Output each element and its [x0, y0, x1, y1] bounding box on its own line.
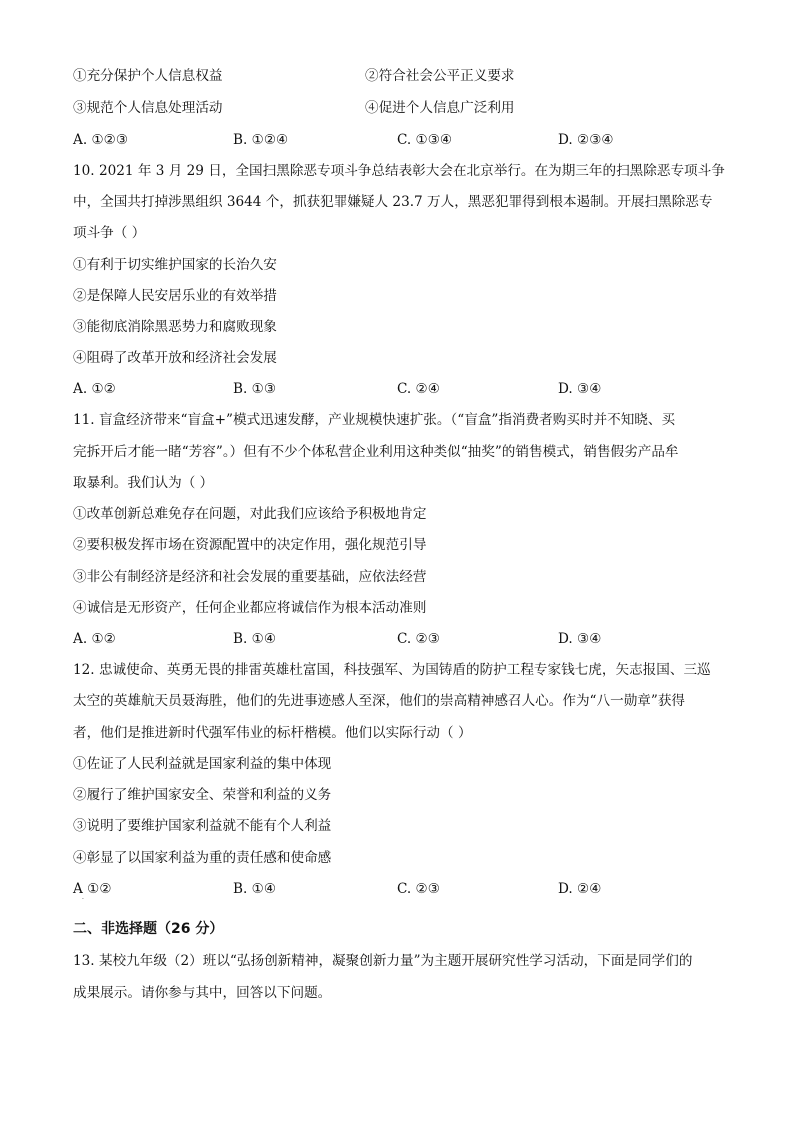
q10-stem-line-2: 中，全国共打掉涉黑组织 3644 个，抓获犯罪嫌疑人 23.7 万人，黑恶犯罪得到根本遏制。开展扫黑除恶专: [73, 194, 713, 210]
q10-item-1: ①有利于切实维护国家的长治久安: [73, 257, 277, 273]
section-heading-non-choice: 二、非选择题（26 分）: [73, 921, 224, 937]
q11-stem-line-2: 完拆开后才能一睹“芳容”。）但有不少个体私营企业利用这种类似“抽奖”的销售模式，销售假劣产品牟: [73, 444, 679, 460]
q12-item-2: ②履行了维护国家安全、荣誉和利益的义务: [73, 787, 332, 803]
q12-option-d: D. ②④: [558, 881, 602, 897]
q11-option-a: A. ①②: [73, 631, 116, 647]
q10-item-4: ④阻碍了改革开放和经济社会发展: [73, 350, 277, 366]
q12-item-3: ③说明了要维护国家利益就不能有个人利益: [73, 818, 332, 834]
q9-option-a: A. ①②③: [73, 132, 129, 148]
q11-item-3: ③非公有制经济是经济和社会发展的重要基础，应依法经营: [73, 569, 427, 585]
q11-stem-line-3: 取暴利。我们认为（ ）: [73, 475, 214, 491]
q9-option-c: C. ①③④: [397, 132, 453, 148]
q11-item-4: ④诚信是无形资产，任何企业都应将诚信作为根本活动准则: [73, 600, 427, 616]
q12-item-1: ①佐证了人民利益就是国家利益的集中体现: [73, 756, 332, 772]
q9-item-2: ②符合社会公平正义要求: [365, 68, 515, 84]
q12-option-a: A ①②: [73, 881, 112, 897]
q10-stem-line-3: 项斗争（ ）: [73, 225, 146, 241]
q10-option-d: D. ③④: [558, 381, 602, 397]
q11-option-d: D. ③④: [558, 631, 602, 647]
q9-option-b: B. ①②④: [233, 132, 289, 148]
q10-stem-line-1: 10. 2021 年 3 月 29 日，全国扫黑除恶专项斗争总结表彰大会在北京举行。在为期三年的扫黑除恶专项斗争: [73, 163, 725, 179]
stray-dot-mark: ·: [82, 896, 84, 903]
q13-stem-line-2: 成果展示。请你参与其中，回答以下问题。: [73, 985, 332, 1001]
q13-stem-line-1: 13. 某校九年级（2）班以“弘扬创新精神，凝聚创新力量”为主题开展研究性学习活动，下面是同学们的: [73, 953, 693, 969]
q9-item-3: ③规范个人信息处理活动: [73, 100, 223, 116]
q9-item-1: ①充分保护个人信息权益: [73, 68, 223, 84]
q11-option-c: C. ②③: [397, 631, 440, 647]
q12-stem-line-1: 12. 忠诚使命、英勇无畏的排雷英雄杜富国，科技强军、为国铸盾的防护工程专家钱七虎，矢志报国、三巡: [73, 662, 711, 678]
q11-option-b: B. ①④: [233, 631, 277, 647]
q11-stem-line-1: 11. 盲盒经济带来“盲盒+”模式迅速发酵，产业规模快速扩张。（“盲盒”指消费者购买时并不知晓、买: [73, 412, 676, 428]
q11-item-2: ②要积极发挥市场在资源配置中的决定作用，强化规范引导: [73, 537, 427, 553]
q10-option-c: C. ②④: [397, 381, 440, 397]
q11-item-1: ①改革创新总难免存在问题，对此我们应该给予积极地肯定: [73, 506, 427, 522]
q12-stem-line-2: 太空的英雄航天员聂海胜，他们的先进事迹感人至深，他们的崇高精神感召人心。作为“八一勋章”获得: [73, 693, 686, 709]
q9-option-d: D. ②③④: [558, 132, 614, 148]
q10-option-b: B. ①③: [233, 381, 277, 397]
q12-stem-line-3: 者，他们是推进新时代强军伟业的标杆楷模。他们以实际行动（ ）: [73, 725, 472, 741]
q12-option-c: C. ②③: [397, 881, 440, 897]
q12-option-b: B. ①④: [233, 881, 277, 897]
q9-item-4: ④促进个人信息广泛利用: [365, 100, 515, 116]
q10-item-3: ③能彻底消除黑恶势力和腐败现象: [73, 319, 277, 335]
q10-option-a: A. ①②: [73, 381, 116, 397]
q12-item-4: ④彰显了以国家利益为重的责任感和使命感: [73, 850, 332, 866]
q10-item-2: ②是保障人民安居乐业的有效举措: [73, 288, 277, 304]
